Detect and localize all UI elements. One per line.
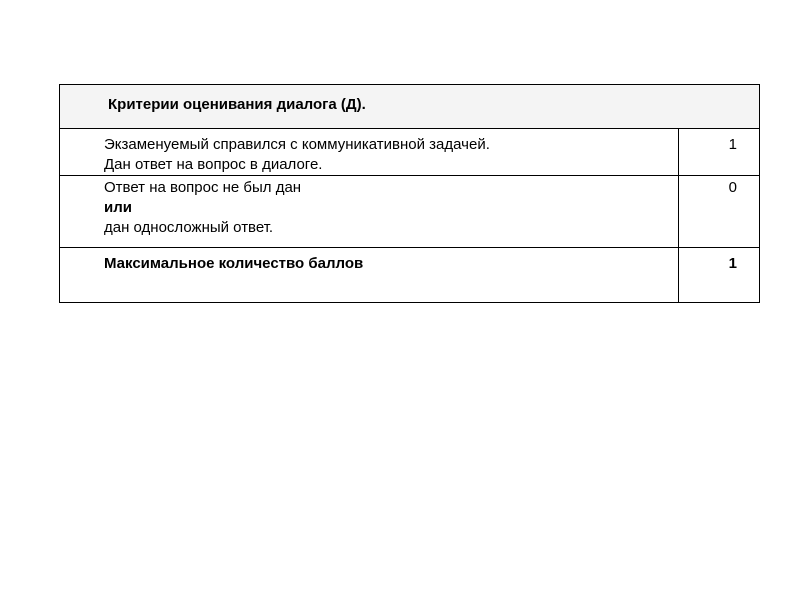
table-title: Критерии оценивания диалога (Д). xyxy=(60,85,760,129)
table-row xyxy=(60,176,760,248)
max-score-label: Максимальное количество баллов xyxy=(60,248,679,303)
criterion-description xyxy=(60,129,679,176)
criterion-score: 0 xyxy=(679,176,760,248)
table-header-row xyxy=(60,85,760,129)
criteria-table xyxy=(59,84,760,303)
max-score-value: 1 xyxy=(679,248,760,303)
criterion-score: 1 xyxy=(679,129,760,176)
criterion-text-line: Экзаменуемый справился с коммуникативной задачей. xyxy=(104,136,490,153)
table-total-row xyxy=(60,248,760,303)
criterion-or-keyword: или xyxy=(104,199,132,216)
criterion-text-line: дан односложный ответ. xyxy=(104,219,274,236)
table-row xyxy=(60,129,760,176)
criterion-text-line: Ответ на вопрос не был дан xyxy=(104,179,302,196)
criterion-description xyxy=(60,176,679,248)
criterion-text-line: Дан ответ на вопрос в диалоге. xyxy=(104,156,323,173)
